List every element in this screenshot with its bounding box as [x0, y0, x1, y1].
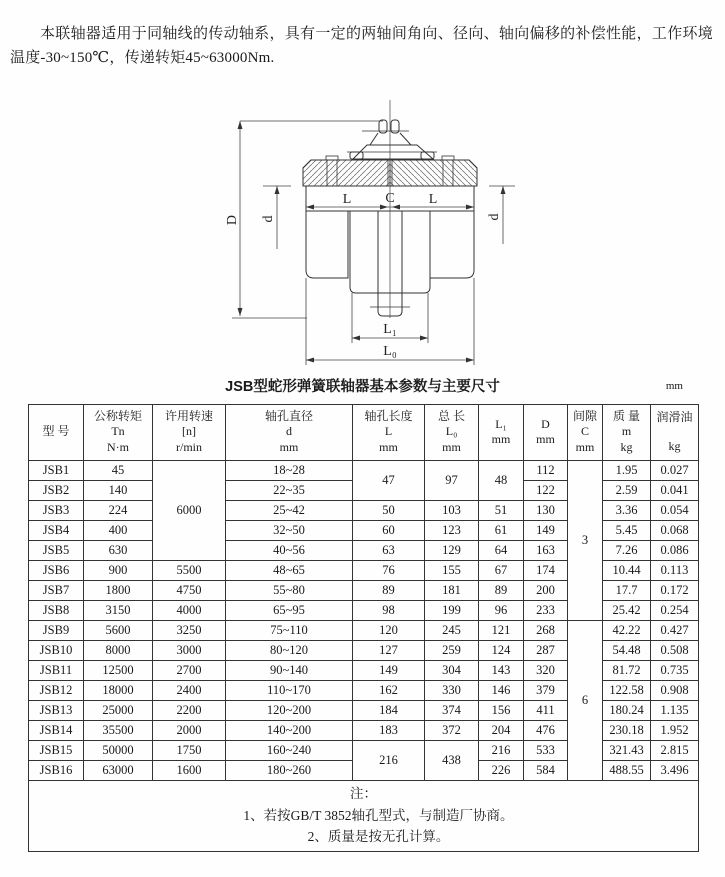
cell-tn: 3150	[84, 600, 153, 620]
cell-D: 122	[524, 480, 568, 500]
table-title: JSB型蛇形弹簧联轴器基本参数与主要尺寸	[225, 378, 500, 395]
header-cell-0: 型 号	[29, 404, 84, 460]
cell-oil: 0.068	[651, 520, 699, 540]
cell-d: 140~200	[226, 720, 353, 740]
cell-tn: 630	[84, 540, 153, 560]
cell-model: JSB9	[29, 620, 84, 640]
cell-oil: 1.952	[651, 720, 699, 740]
cell-D: 233	[524, 600, 568, 620]
cell-L1: 67	[479, 560, 524, 580]
cell-L0: 103	[425, 500, 479, 520]
dim-label-L-left: L	[342, 191, 352, 207]
cell-model: JSB14	[29, 720, 84, 740]
cell-model: JSB16	[29, 760, 84, 780]
cell-L0: 155	[425, 560, 479, 580]
cell-m: 17.7	[603, 580, 651, 600]
cell-d: 180~260	[226, 760, 353, 780]
cell-d: 80~120	[226, 640, 353, 660]
header-cell-5: 总 长 L₀ mm	[425, 404, 479, 460]
cell-L: 184	[353, 700, 425, 720]
cell-d: 75~110	[226, 620, 353, 640]
cell-tn: 5600	[84, 620, 153, 640]
cell-n: 1750	[153, 740, 226, 760]
cell-n: 2000	[153, 720, 226, 740]
header-cell-7: D mm	[524, 404, 568, 460]
cell-L: 63	[353, 540, 425, 560]
notes-label: 注：	[350, 786, 377, 802]
cell-tn: 18000	[84, 680, 153, 700]
cell-tn: 140	[84, 480, 153, 500]
cell-L1: 216	[479, 740, 524, 760]
cell-L: 89	[353, 580, 425, 600]
cell-model: JSB6	[29, 560, 84, 580]
cell-D: 287	[524, 640, 568, 660]
cell-n: 3250	[153, 620, 226, 640]
cell-tn: 35500	[84, 720, 153, 740]
cell-C: 6	[568, 620, 603, 780]
cell-oil: 0.041	[651, 480, 699, 500]
cell-L: 149	[353, 660, 425, 680]
cell-d: 48~65	[226, 560, 353, 580]
cell-d: 110~170	[226, 680, 353, 700]
cell-tn: 12500	[84, 660, 153, 680]
cell-D: 379	[524, 680, 568, 700]
cell-L1: 156	[479, 700, 524, 720]
cell-oil: 0.113	[651, 560, 699, 580]
cell-L: 76	[353, 560, 425, 580]
intro-paragraph: 本联轴器适用于同轴线的传动轴系，具有一定的两轴间角向、径向、轴向偏移的补偿性能，工作环境温度-30~150℃，传递转矩45~63000Nm.	[10, 26, 713, 67]
cell-model: JSB8	[29, 600, 84, 620]
cell-L1: 204	[479, 720, 524, 740]
dim-label-C: C	[385, 190, 395, 206]
cell-L1: 124	[479, 640, 524, 660]
header-cell-2: 许用转速 [n] r/min	[153, 404, 226, 460]
cell-d: 32~50	[226, 520, 353, 540]
header-cell-6: L₁ mm	[479, 404, 524, 460]
cell-oil: 0.427	[651, 620, 699, 640]
cell-D: 411	[524, 700, 568, 720]
cell-model: JSB13	[29, 700, 84, 720]
cell-m: 25.42	[603, 600, 651, 620]
cell-d: 25~42	[226, 500, 353, 520]
cell-L: 50	[353, 500, 425, 520]
cell-m: 122.58	[603, 680, 651, 700]
cell-n: 1600	[153, 760, 226, 780]
header-cell-1: 公称转矩 Tn N·m	[84, 404, 153, 460]
cell-m: 10.44	[603, 560, 651, 580]
sleeve-section-right	[390, 160, 477, 186]
dimension-labels	[225, 191, 502, 359]
hub-right	[430, 211, 474, 278]
notes-cell	[29, 780, 699, 851]
cell-L1: 146	[479, 680, 524, 700]
grease-fitting-funnel	[370, 133, 411, 145]
cell-oil: 2.815	[651, 740, 699, 760]
cell-tn: 63000	[84, 760, 153, 780]
cell-d: 55~80	[226, 580, 353, 600]
header-cell-10: 润滑油 kg	[651, 404, 699, 460]
cell-oil: 0.054	[651, 500, 699, 520]
cell-L1: 64	[479, 540, 524, 560]
cell-D: 130	[524, 500, 568, 520]
cell-oil: 3.496	[651, 760, 699, 780]
cell-d: 120~200	[226, 700, 353, 720]
coupling-drawing	[0, 86, 725, 372]
cell-oil: 0.086	[651, 540, 699, 560]
cell-L0: 97	[425, 460, 479, 500]
table-header-row	[29, 404, 699, 460]
cell-tn: 1800	[84, 580, 153, 600]
dim-label-L1: L₁	[383, 321, 397, 337]
cell-L1: 226	[479, 760, 524, 780]
cell-L0: 123	[425, 520, 479, 540]
notes-row	[29, 780, 699, 851]
cell-D: 112	[524, 460, 568, 480]
cell-model: JSB11	[29, 660, 84, 680]
cell-L: 183	[353, 720, 425, 740]
cell-L: 47	[353, 460, 425, 500]
cell-L1: 61	[479, 520, 524, 540]
dim-label-L0: L₀	[383, 343, 397, 359]
note-line: 2、质量是按无孔计算。	[307, 829, 450, 845]
table-unit: mm	[665, 379, 683, 392]
note-line: 1、若按GB/T 3852轴孔型式，与制造厂协商。	[243, 807, 514, 823]
cell-L0: 330	[425, 680, 479, 700]
cell-tn: 400	[84, 520, 153, 540]
header-cell-4: 轴孔长度 L mm	[353, 404, 425, 460]
cell-D: 584	[524, 760, 568, 780]
cell-L0: 372	[425, 720, 479, 740]
header-cell-9: 质 量 m kg	[603, 404, 651, 460]
hub-left	[306, 211, 348, 278]
cell-d: 90~140	[226, 660, 353, 680]
dim-label-D: D	[225, 214, 240, 225]
cell-model: JSB1	[29, 460, 84, 480]
cell-m: 2.59	[603, 480, 651, 500]
cell-L0: 304	[425, 660, 479, 680]
cell-m: 42.22	[603, 620, 651, 640]
table-row	[29, 460, 699, 480]
cell-L0: 129	[425, 540, 479, 560]
cell-tn: 224	[84, 500, 153, 520]
cell-tn: 25000	[84, 700, 153, 720]
cell-m: 180.24	[603, 700, 651, 720]
cell-D: 320	[524, 660, 568, 680]
cell-D: 174	[524, 560, 568, 580]
cell-m: 5.45	[603, 520, 651, 540]
cell-L1: 51	[479, 500, 524, 520]
cell-m: 3.36	[603, 500, 651, 520]
cell-m: 54.48	[603, 640, 651, 660]
cell-d: 40~56	[226, 540, 353, 560]
bolt-right	[442, 156, 454, 160]
table-title-row	[0, 377, 725, 397]
cell-L: 162	[353, 680, 425, 700]
cell-L: 98	[353, 600, 425, 620]
cell-model: JSB4	[29, 520, 84, 540]
cell-model: JSB10	[29, 640, 84, 660]
cell-tn: 8000	[84, 640, 153, 660]
cell-d: 18~28	[226, 460, 353, 480]
cell-n: 4000	[153, 600, 226, 620]
cell-C: 3	[568, 460, 603, 620]
cell-D: 163	[524, 540, 568, 560]
cell-L0: 374	[425, 700, 479, 720]
table-row	[29, 620, 699, 640]
cell-L1: 48	[479, 460, 524, 500]
cell-L0: 438	[425, 740, 479, 780]
cell-L0: 259	[425, 640, 479, 660]
cell-model: JSB2	[29, 480, 84, 500]
cell-oil: 0.172	[651, 580, 699, 600]
cell-model: JSB7	[29, 580, 84, 600]
cell-L1: 143	[479, 660, 524, 680]
bolt-left	[326, 156, 338, 160]
sleeve-section-left	[303, 160, 390, 186]
drawing-area	[0, 86, 725, 377]
cell-d: 65~95	[226, 600, 353, 620]
header-cell-3: 轴孔直径 d mm	[226, 404, 353, 460]
cell-model: JSB5	[29, 540, 84, 560]
cell-m: 1.95	[603, 460, 651, 480]
cell-L0: 181	[425, 580, 479, 600]
cell-d: 160~240	[226, 740, 353, 760]
cell-d: 22~35	[226, 480, 353, 500]
notes-list	[29, 805, 698, 848]
cell-n: 2400	[153, 680, 226, 700]
cell-n: 6000	[153, 460, 226, 560]
spec-table	[28, 404, 699, 852]
cell-n: 4750	[153, 580, 226, 600]
cell-D: 200	[524, 580, 568, 600]
cell-m: 81.72	[603, 660, 651, 680]
cell-m: 7.26	[603, 540, 651, 560]
cell-L0: 199	[425, 600, 479, 620]
cell-D: 533	[524, 740, 568, 760]
cell-tn: 45	[84, 460, 153, 480]
cell-oil: 0.254	[651, 600, 699, 620]
cell-L: 60	[353, 520, 425, 540]
cell-L: 120	[353, 620, 425, 640]
cell-D: 476	[524, 720, 568, 740]
cell-oil: 0.735	[651, 660, 699, 680]
dim-label-d-left: d	[261, 215, 276, 223]
cell-L1: 96	[479, 600, 524, 620]
cell-tn: 50000	[84, 740, 153, 760]
header-cell-8: 间隙 C mm	[568, 404, 603, 460]
cell-L1: 121	[479, 620, 524, 640]
cell-L0: 245	[425, 620, 479, 640]
cell-L: 127	[353, 640, 425, 660]
cell-oil: 1.135	[651, 700, 699, 720]
cell-n: 2700	[153, 660, 226, 680]
cell-n: 3000	[153, 640, 226, 660]
cell-D: 149	[524, 520, 568, 540]
cell-oil: 0.508	[651, 640, 699, 660]
dim-label-d-right: d	[487, 213, 502, 221]
cell-L1: 89	[479, 580, 524, 600]
cell-m: 488.55	[603, 760, 651, 780]
cell-D: 268	[524, 620, 568, 640]
cell-model: JSB15	[29, 740, 84, 760]
cell-m: 230.18	[603, 720, 651, 740]
cell-oil: 0.027	[651, 460, 699, 480]
cell-model: JSB12	[29, 680, 84, 700]
cell-tn: 900	[84, 560, 153, 580]
cell-n: 2200	[153, 700, 226, 720]
cell-m: 321.43	[603, 740, 651, 760]
cell-model: JSB3	[29, 500, 84, 520]
cell-oil: 0.908	[651, 680, 699, 700]
cell-L: 216	[353, 740, 425, 780]
dim-label-L-right: L	[428, 191, 438, 207]
cell-n: 5500	[153, 560, 226, 580]
